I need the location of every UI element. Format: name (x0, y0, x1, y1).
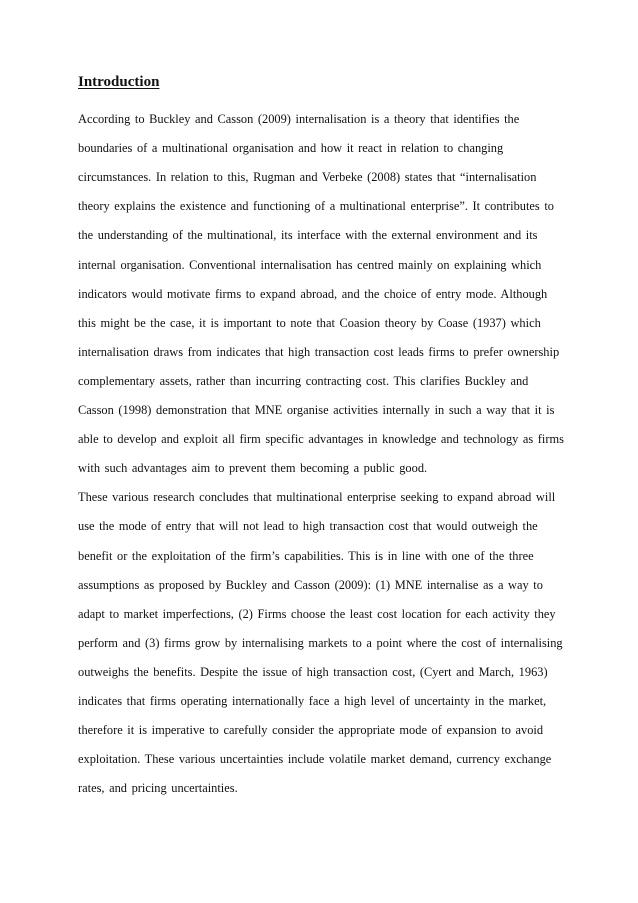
paragraph-line: Casson (1998) demonstration that MNE organise activities internally in such a way that it is (78, 403, 555, 417)
paragraph-line: complementary assets, rather than incurring contracting cost. This clarifies Buckley and (78, 373, 529, 388)
paragraph-line: internal organisation. Conventional internalisation has centred mainly on explaining which (78, 257, 542, 272)
paragraph-line: boundaries of a multinational organisation and how it react in relation to changing (78, 141, 504, 156)
paragraph-line: According to Buckley and Casson (2009) internalisation is a theory that identifies the (78, 112, 520, 126)
paragraph-line: benefit or the exploitation of the firm’s capabilities. This is in line with one of the three (78, 548, 534, 563)
paragraph-line: use the mode of entry that will not lead to high transaction cost that would outweigh the (78, 519, 538, 534)
paragraph-line: circumstances. In relation to this, Rugman and Verbeke (2008) states that “internalisation (78, 170, 537, 185)
paragraph-line: theory explains the existence and functioning of a multinational enterprise”. It contributes to (78, 199, 554, 214)
paragraph-line: adapt to market imperfections, (2) Firms choose the least cost location for each activity they (78, 606, 556, 621)
paragraph-line: therefore it is imperative to carefully consider the appropriate mode of expansion to avoid (78, 723, 544, 738)
paragraph-line: exploitation. These various uncertainties include volatile market demand, currency exchange (78, 752, 552, 767)
paragraph-line: indicates that firms operating internationally face a high level of uncertainty in the market, (78, 694, 547, 708)
paragraph-line: internalisation draws from indicates that high transaction cost leads firms to prefer ownership (78, 344, 560, 359)
paragraph-line: indicators would motivate firms to expand abroad, and the choice of entry mode. Although (78, 286, 548, 301)
paragraph-line: perform and (3) firms grow by internalising markets to a point where the cost of internalising (78, 635, 563, 650)
paragraph-line: with such advantages aim to prevent them becoming a public good. (78, 461, 428, 476)
paragraph-line: the understanding of the multinational, its interface with the external environment and its (78, 228, 538, 243)
paragraph-line: able to develop and exploit all firm specific advantages in knowledge and technology as firms (78, 432, 564, 447)
paragraph-line: assumptions as proposed by Buckley and Casson (2009): (1) MNE internalise as a way to (78, 577, 543, 592)
paragraph-line: this might be the case, it is important to note that Coasion theory by Coase (1937) which (78, 315, 541, 330)
paragraph-line: outweighs the benefits. Despite the issue of high transaction cost, (Cyert and March, 1963) (78, 664, 548, 679)
section-heading: Introduction (78, 74, 160, 90)
paragraph-line: These various research concludes that multinational enterprise seeking to expand abroad will (78, 490, 556, 505)
paragraph-line: rates, and pricing uncertainties. (78, 781, 238, 796)
